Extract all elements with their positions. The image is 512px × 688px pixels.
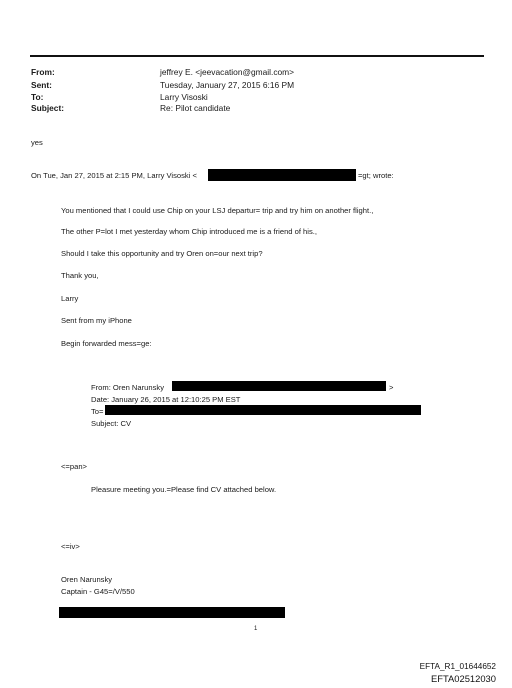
quote-intro-suffix: =gt; wrote:	[358, 171, 394, 180]
iv-tag: <=iv>	[61, 542, 80, 551]
quote-intro-prefix: On Tue, Jan 27, 2015 at 2:15 PM, Larry Visoski <	[31, 171, 197, 180]
quoted-paragraph: Thank you,	[61, 271, 99, 280]
signature-name: Oren Narunsky	[61, 575, 113, 584]
forwarded-date: Date: January 26, 2015 at 12:10:25 PM EST	[91, 395, 241, 404]
to-label: To:	[31, 92, 44, 102]
sent-label: Sent:	[31, 80, 52, 90]
forwarded-from-suffix: >	[389, 383, 394, 392]
subject-value: Re: Pilot candidate	[160, 103, 231, 113]
quoted-paragraph: Sent from my iPhone	[61, 316, 132, 325]
redaction-email	[208, 169, 356, 181]
footer-bates-efta: EFTA02512030	[431, 673, 496, 684]
pan-tag: <=pan>	[61, 462, 87, 471]
quoted-paragraph: The other P=lot I met yesterday whom Chip introduced me is a friend of his.,	[61, 227, 317, 236]
from-value: jeffrey E. <jeevacation@gmail.com>	[160, 67, 295, 77]
forwarded-subject: Subject: CV	[91, 419, 132, 428]
header-rule	[30, 55, 484, 57]
forwarded-body: Pleasure meeting you.=Please find CV attached below.	[91, 485, 277, 494]
quoted-paragraph: Larry	[61, 294, 79, 303]
quoted-paragraph: You mentioned that I could use Chip on your LSJ departur= trip and try him on another flight.,	[61, 206, 374, 215]
reply-text: yes	[31, 138, 43, 147]
forwarded-from: From: Oren Narunsky	[91, 383, 165, 392]
subject-label: Subject:	[31, 103, 65, 113]
to-value: Larry Visoski	[160, 92, 208, 102]
quoted-paragraph: Begin forwarded mess=ge:	[61, 339, 152, 348]
signature-title: Captain - G45=/V/550	[61, 587, 135, 596]
forwarded-to: To=	[91, 407, 104, 416]
redaction-signature	[59, 607, 285, 618]
sent-value: Tuesday, January 27, 2015 6:16 PM	[160, 80, 295, 90]
footer-bates-r1: EFTA_R1_01644652	[419, 662, 496, 671]
page-number: 1	[254, 626, 258, 632]
redaction-forwarded-email	[172, 381, 386, 391]
from-label: From:	[31, 67, 55, 77]
redaction-forwarded-to	[105, 405, 421, 415]
quoted-paragraph: Should I take this opportunity and try Oren on=our next trip?	[61, 249, 263, 258]
